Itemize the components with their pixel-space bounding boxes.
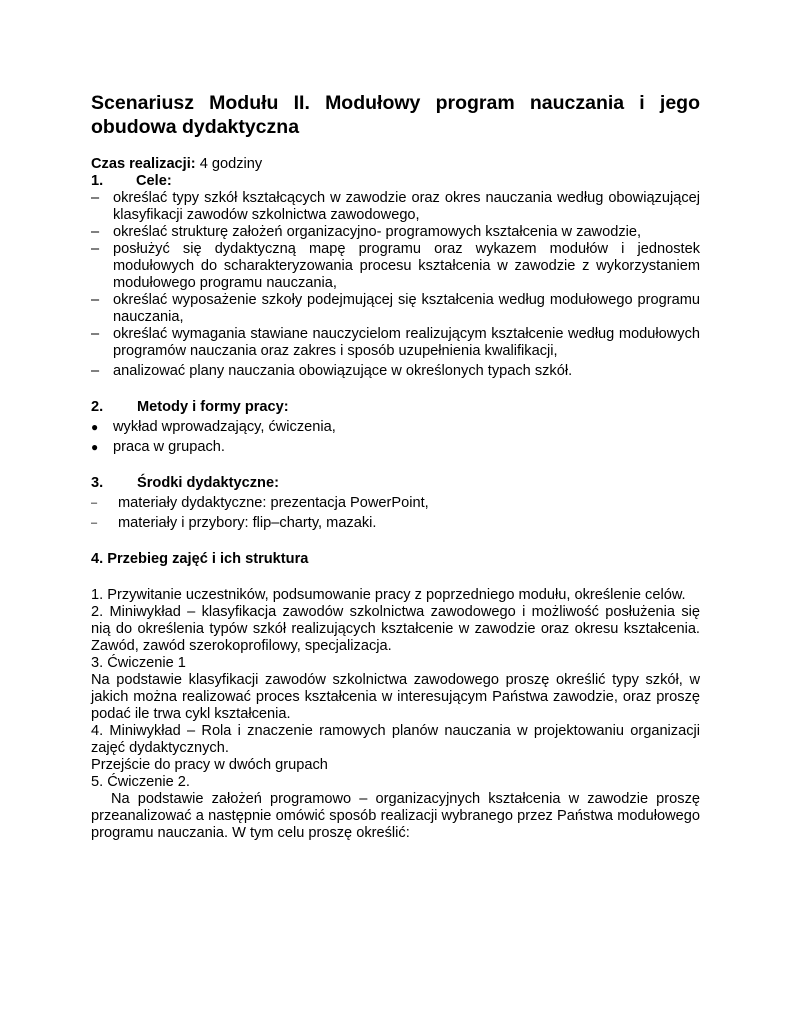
- section-title: Cele:: [136, 173, 172, 189]
- time-line: [91, 156, 700, 173]
- list-item: [91, 439, 700, 456]
- section-number: 1.: [91, 173, 104, 189]
- bullet-marker: ●: [91, 440, 99, 454]
- list-item-text: określać wyposażenie szkoły podejmującej się kształcenia według modułowego programu nauczania,: [113, 292, 700, 325]
- section-resources-heading: [91, 475, 700, 492]
- list-item-text: określać strukturę założeń organizacyjno- programowych kształcenia w zawodzie,: [113, 224, 642, 240]
- list-item-text: określać wymagania stawiane nauczycielom realizującym kształcenie według modułowych programów nauczania oraz zakres i sposób uzupełnienia kwalifikacji,: [113, 326, 700, 359]
- course-paragraph: Na podstawie założeń programowo – organizacyjnych kształcenia w zawodzie proszę przeanalizować a następnie omówić sposób realizacji wybranego przez Państwa modułowego programu nauczania. W tym celu proszę określić:: [91, 791, 700, 841]
- section-number: 2.: [91, 399, 104, 415]
- list-item-text: praca w grupach.: [113, 439, 225, 455]
- section-goals-heading: [91, 173, 700, 190]
- time-value: 4 godziny: [195, 156, 263, 172]
- list-item: [91, 326, 700, 360]
- list-item: [91, 419, 700, 436]
- course-paragraph: Na podstawie klasyfikacji zawodów szkolnictwa zawodowego proszę określić typy szkół, w jakich można realizować proces kształcenia w interesującym Państwa zawodzie, oraz proszę podać ile trwa cykl kształcenia.: [91, 672, 700, 722]
- course-paragraph: 3. Ćwiczenie 1: [91, 655, 186, 671]
- course-body: [91, 587, 700, 842]
- list-item-text: określać typy szkół kształcących w zawodzie oraz okres nauczania według obowiązującej klasyfikacji zawodów szkolnictwa zawodowego,: [113, 190, 700, 223]
- list-item-text: materiały dydaktyczne: prezentacja PowerPoint,: [118, 495, 429, 511]
- list-item-text: posłużyć się dydaktyczną mapę programu oraz wykazem modułów i jednostek modułowych do scharakteryzowania procesu kształcenia w zawodzie z wykorzystaniem modułowego programu nauczania,: [113, 241, 700, 291]
- list-item: [91, 363, 700, 380]
- page-title: Scenariusz Modułu II. Modułowy program nauczania i jego obudowa dydaktyczna: [91, 92, 700, 138]
- dash-marker: –: [91, 224, 100, 240]
- dash-marker: –: [91, 190, 100, 206]
- course-paragraph: 2. Miniwykład – klasyfikacja zawodów szkolnictwa zawodowego i możliwość posłużenia się nią do określenia typów szkół realizujących kształcenie w zawodzie oraz okresu kształcenia. Zawód, zawód szerokoprofilowy, specjalizacja.: [91, 604, 700, 654]
- list-item: [91, 190, 700, 224]
- course-paragraph: 4. Miniwykład – Rola i znaczenie ramowych planów nauczania w projektowaniu organizacji zajęć dydaktycznych.: [91, 723, 700, 756]
- list-item: [91, 292, 700, 326]
- dash-marker: –: [91, 241, 100, 257]
- bullet-marker: ●: [91, 420, 99, 434]
- methods-list: [91, 419, 700, 456]
- section-title: Metody i formy pracy:: [137, 399, 289, 415]
- resources-list: [91, 495, 700, 532]
- course-paragraph: 1. Przywitanie uczestników, podsumowanie pracy z poprzedniego modułu, określenie celów.: [91, 587, 686, 603]
- list-item: [91, 495, 700, 512]
- section-course-heading: 4. Przebieg zajęć i ich struktura: [91, 551, 309, 567]
- list-item-text: wykład wprowadzający, ćwiczenia,: [113, 419, 336, 435]
- dash-marker: –: [91, 363, 100, 379]
- dash-marker: –: [91, 326, 100, 342]
- dash-marker: –: [91, 517, 98, 529]
- course-paragraph: 5. Ćwiczenie 2.: [91, 774, 190, 790]
- list-item-text: materiały i przybory: flip–charty, mazaki.: [118, 515, 377, 531]
- list-item: [91, 224, 700, 241]
- list-item: [91, 241, 700, 292]
- section-number: 3.: [91, 475, 104, 491]
- list-item-text: analizować plany nauczania obowiązujące w określonych typach szkół.: [113, 363, 573, 379]
- section-title: Środki dydaktyczne:: [137, 475, 279, 491]
- dash-marker: –: [91, 497, 98, 509]
- list-item: [91, 515, 700, 532]
- time-label: Czas realizacji:: [91, 156, 196, 172]
- document-content: [91, 91, 700, 842]
- goals-list: [91, 190, 700, 380]
- section-methods-heading: [91, 399, 700, 416]
- dash-marker: –: [91, 292, 100, 308]
- course-paragraph: Przejście do pracy w dwóch grupach: [91, 757, 328, 773]
